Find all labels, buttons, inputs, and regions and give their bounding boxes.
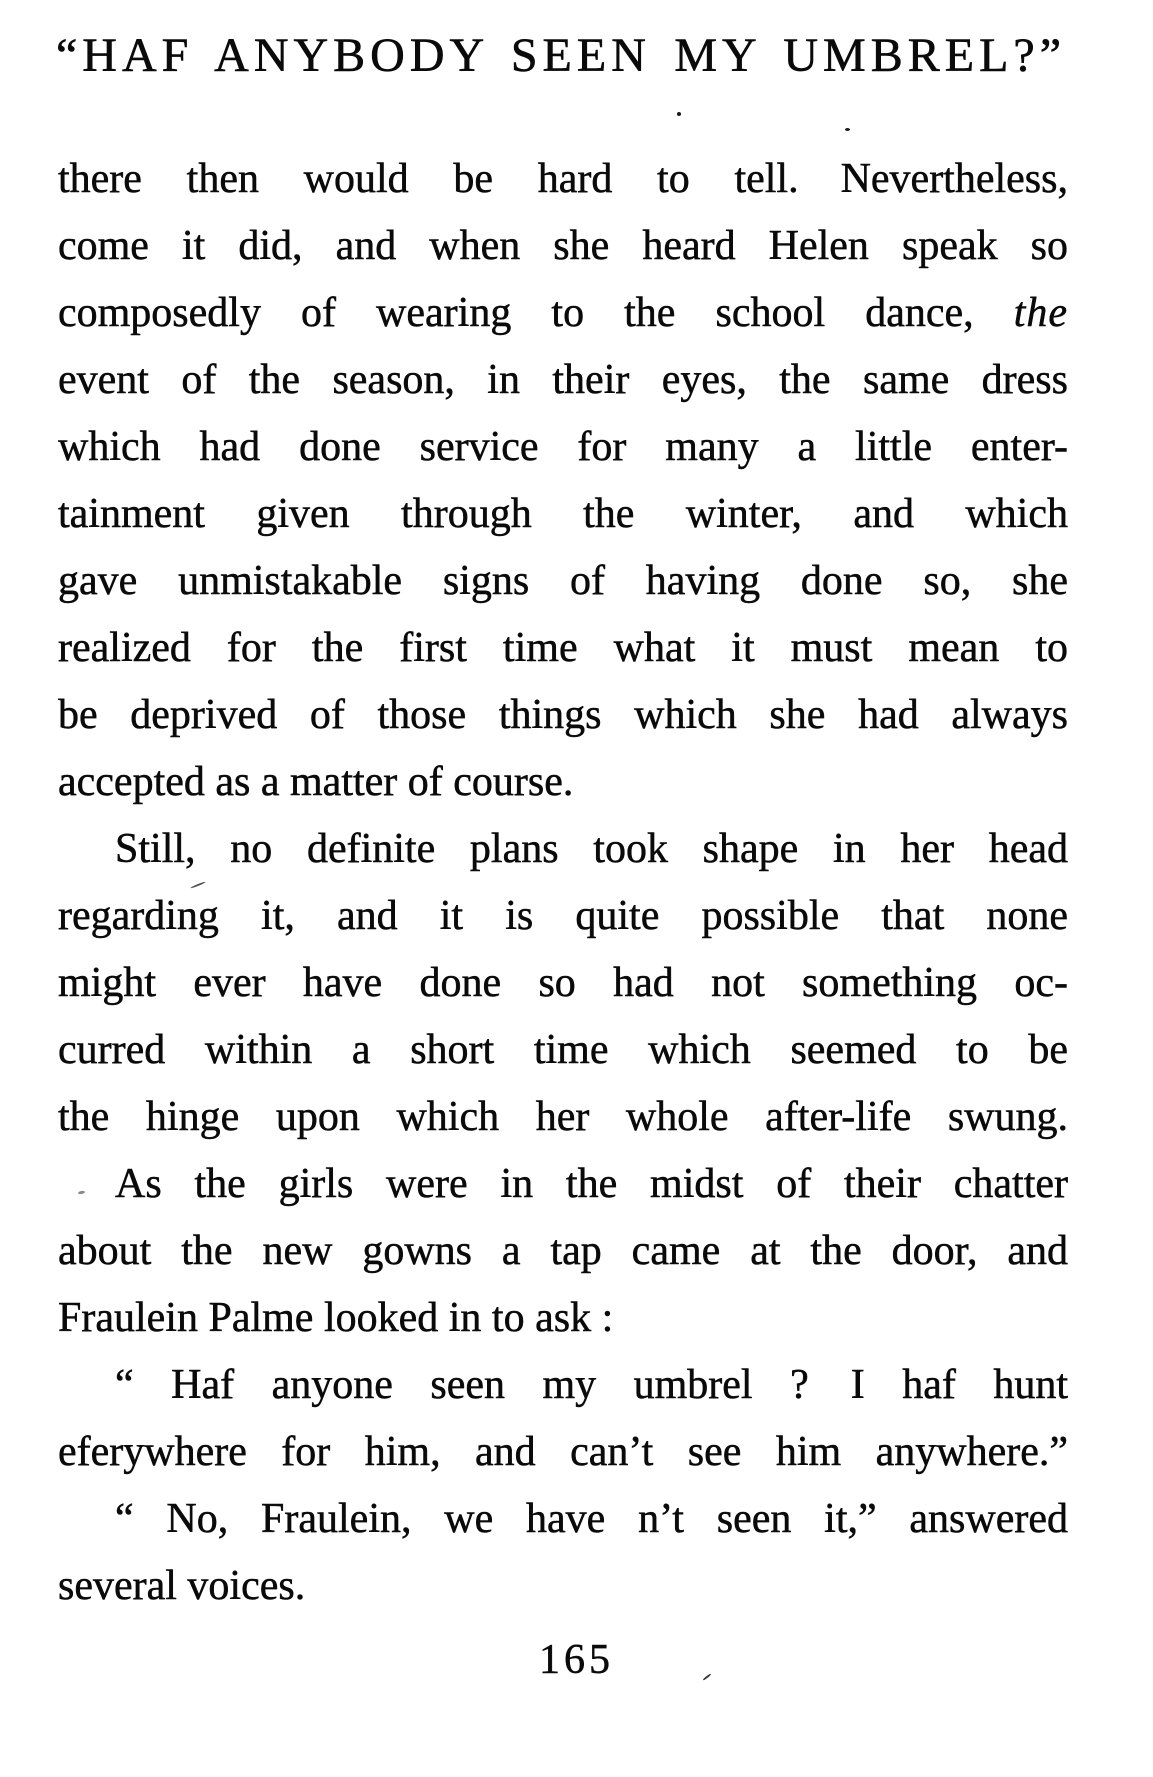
text-segment: Still, no definite plans took shape in her head (115, 826, 1068, 872)
text-segment: Fraulein Palme looked in to ask : (58, 1295, 614, 1341)
text-line (58, 1218, 1068, 1285)
text-line (58, 347, 1068, 414)
text-segment: might ever have done so had not something oc- (58, 960, 1068, 1006)
text-segment: regarding it, and it is quite possible that none (58, 893, 1068, 939)
text-segment: about the new gowns a tap came at the door, and (58, 1228, 1068, 1274)
text-segment: event of the season, in their eyes, the same dress (58, 357, 1068, 403)
text-line (58, 414, 1068, 481)
text-segment: which had done service for many a little enter- (58, 424, 1068, 470)
text-line (58, 682, 1068, 749)
text-line (58, 883, 1068, 950)
text-segment: gave unmistakable signs of having done so, she (58, 558, 1068, 604)
text-line (58, 1486, 1068, 1553)
text-line (58, 213, 1068, 280)
text-line (58, 280, 1068, 347)
running-header: “HAF ANYBODY SEEN MY UMBREL?” (56, 29, 1066, 82)
text-line (58, 146, 1068, 213)
text-segment: several voices. (58, 1563, 306, 1609)
text-segment: realized for the first time what it must mean to (58, 625, 1068, 671)
text-segment: curred within a short time which seemed to be (58, 1027, 1068, 1073)
text-segment: eferywhere for him, and can’t see him anywhere.” (58, 1429, 1068, 1475)
text-segment: the hinge upon which her whole after-life swung. (58, 1094, 1068, 1140)
text-line (58, 1084, 1068, 1151)
text-line (58, 1285, 1068, 1352)
italic-text-segment: the (1013, 290, 1068, 336)
text-line (58, 1151, 1068, 1218)
text-segment: “ No, Fraulein, we have n’t seen it,” answered (115, 1496, 1068, 1542)
text-segment: tainment given through the winter, and which (58, 491, 1068, 537)
text-segment: be deprived of those things which she had always (58, 692, 1068, 738)
scan-speck (845, 128, 850, 131)
text-line (58, 1553, 1068, 1620)
text-body (58, 146, 1068, 1620)
text-line (58, 816, 1068, 883)
page-number: 165 (539, 1637, 614, 1683)
text-line (58, 548, 1068, 615)
text-segment: there then would be hard to tell. Nevertheless, (58, 156, 1068, 202)
text-line (58, 749, 1068, 816)
scan-speck (677, 112, 681, 116)
text-line (58, 1352, 1068, 1419)
text-segment: accepted as a matter of course. (58, 759, 574, 805)
text-line (58, 1017, 1068, 1084)
text-line (58, 950, 1068, 1017)
text-segment: As the girls were in the midst of their chatter (115, 1161, 1068, 1207)
text-line (58, 1419, 1068, 1486)
text-segment: come it did, and when she heard Helen speak so (58, 223, 1068, 269)
text-line (58, 615, 1068, 682)
text-segment: composedly of wearing to the school dance, (58, 290, 1014, 336)
text-line (58, 481, 1068, 548)
text-segment: “ Haf anyone seen my umbrel ? I haf hunt (115, 1362, 1068, 1408)
